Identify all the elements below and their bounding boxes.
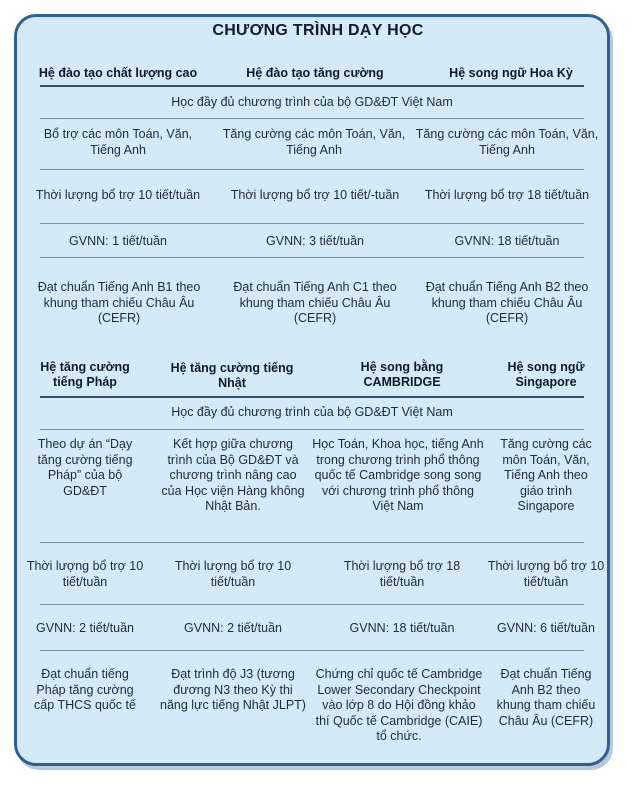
s2-r1-c2: Kết hợp giữa chương trình của Bộ GD&ĐT và chương trình nâng cao của Học viện Hàng không Nhật Bản.	[161, 437, 305, 513]
s1-header-chat-luong-cao: Hệ đào tạo chất lượng cao	[38, 66, 198, 80]
s2-r4-c4: Đạt chuẩn Tiếng Anh B2 theo khung tham chiếu Châu Âu (CEFR)	[496, 667, 596, 728]
page-title: CHƯƠNG TRÌNH DẠY HỌC	[212, 22, 424, 39]
s1-r4-c1: Đạt chuẩn Tiếng Anh B1 theo khung tham chiếu Châu Âu (CEFR)	[37, 280, 201, 325]
s1-r3-c1: GVNN: 1 tiết/tuần	[69, 234, 167, 248]
s2-r4-c2: Đạt trình độ J3 (tương đương N3 theo Kỳ thi năng lực tiếng Nhật JLPT)	[160, 667, 306, 712]
s2-header-cambridge: Hệ song bằng CAMBRIDGE	[360, 360, 444, 389]
s2-header-singapore: Hệ song ngữ Singapore	[507, 360, 585, 389]
divider	[40, 604, 584, 605]
s2-r1-c4: Tăng cường các môn Toán, Văn, Tiếng Anh theo giáo trình Singapore	[500, 437, 592, 513]
s2-full-row: Học đầy đủ chương trình của bộ GD&ĐT Việt Nam	[171, 405, 453, 419]
s2-r2-c1: Thời lượng bổ trợ 10 tiết/tuần	[26, 559, 144, 589]
divider	[40, 650, 584, 651]
s2-r3-c4: GVNN: 6 tiết/tuần	[497, 621, 595, 635]
s2-r3-c3: GVNN: 18 tiết/tuần	[349, 621, 455, 635]
s2-r3-c2: GVNN: 2 tiết/tuần	[184, 621, 282, 635]
s2-r1-c3: Học Toán, Khoa học, tiếng Anh trong chương trình phổ thông quốc tế Cambridge song song với chương trình phổ thông Việt Nam	[312, 437, 484, 513]
s1-r1-c1: Bổ trợ các môn Toán, Văn, Tiếng Anh	[43, 127, 193, 157]
s2-r2-c4: Thời lượng bổ trợ 10 tiết/tuần	[487, 559, 605, 589]
s2-r3-c1: GVNN: 2 tiết/tuần	[36, 621, 134, 635]
s2-header-phap: Hệ tăng cường tiếng Pháp	[40, 360, 130, 389]
s2-r4-c3: Chứng chỉ quốc tế Cambridge Lower Secondary Checkpoint vào lớp 8 do Hội đồng khảo thí Quốc tế Cambridge (CAIE) tổ chức.	[315, 667, 483, 743]
s1-header-song-ngu-hoa-ky: Hệ song ngữ Hoa Kỳ	[449, 66, 573, 80]
s1-r1-c3: Tăng cường các môn Toán, Văn, Tiếng Anh	[415, 127, 599, 157]
s1-r4-c3: Đạt chuẩn Tiếng Anh B2 theo khung tham chiếu Châu Âu (CEFR)	[425, 280, 589, 325]
s1-r3-c2: GVNN: 3 tiết/tuần	[266, 234, 364, 248]
s1-r1-c2: Tăng cường các môn Toán, Văn, Tiếng Anh	[222, 127, 406, 157]
s1-header-tang-cuong: Hệ đào tạo tăng cường	[246, 66, 384, 80]
s1-r2-c1: Thời lượng bổ trợ 10 tiết/tuần	[35, 188, 201, 202]
s2-r1-c1: Theo dự án “Dạy tăng cường tiếng Pháp” của bộ GD&ĐT	[37, 437, 133, 498]
s2-r4-c1: Đạt chuẩn tiếng Pháp tăng cường cấp THCS quốc tế	[34, 667, 136, 712]
s2-header-nhat: Hệ tăng cường tiếng Nhật	[170, 361, 294, 390]
s1-r2-c2: Thời lượng bổ trợ 10 tiết/-tuần	[230, 188, 400, 202]
divider	[40, 429, 584, 430]
divider	[40, 542, 584, 543]
divider	[40, 118, 584, 119]
s1-r4-c2: Đạt chuẩn Tiếng Anh C1 theo khung tham chiếu Châu Âu (CEFR)	[233, 280, 397, 325]
s1-full-row: Học đầy đủ chương trình của bộ GD&ĐT Việt Nam	[171, 95, 453, 109]
divider	[40, 257, 584, 258]
s2-r2-c3: Thời lượng bổ trợ 18 tiết/tuần	[343, 559, 461, 589]
divider	[40, 396, 584, 398]
s2-r2-c2: Thời lượng bổ trợ 10 tiết/tuần	[174, 559, 292, 589]
divider	[40, 85, 584, 87]
s1-r3-c3: GVNN: 18 tiết/tuần	[454, 234, 560, 248]
divider	[40, 223, 584, 224]
s1-r2-c3: Thời lượng bổ trợ 18 tiết/tuần	[424, 188, 590, 202]
divider	[40, 169, 584, 170]
